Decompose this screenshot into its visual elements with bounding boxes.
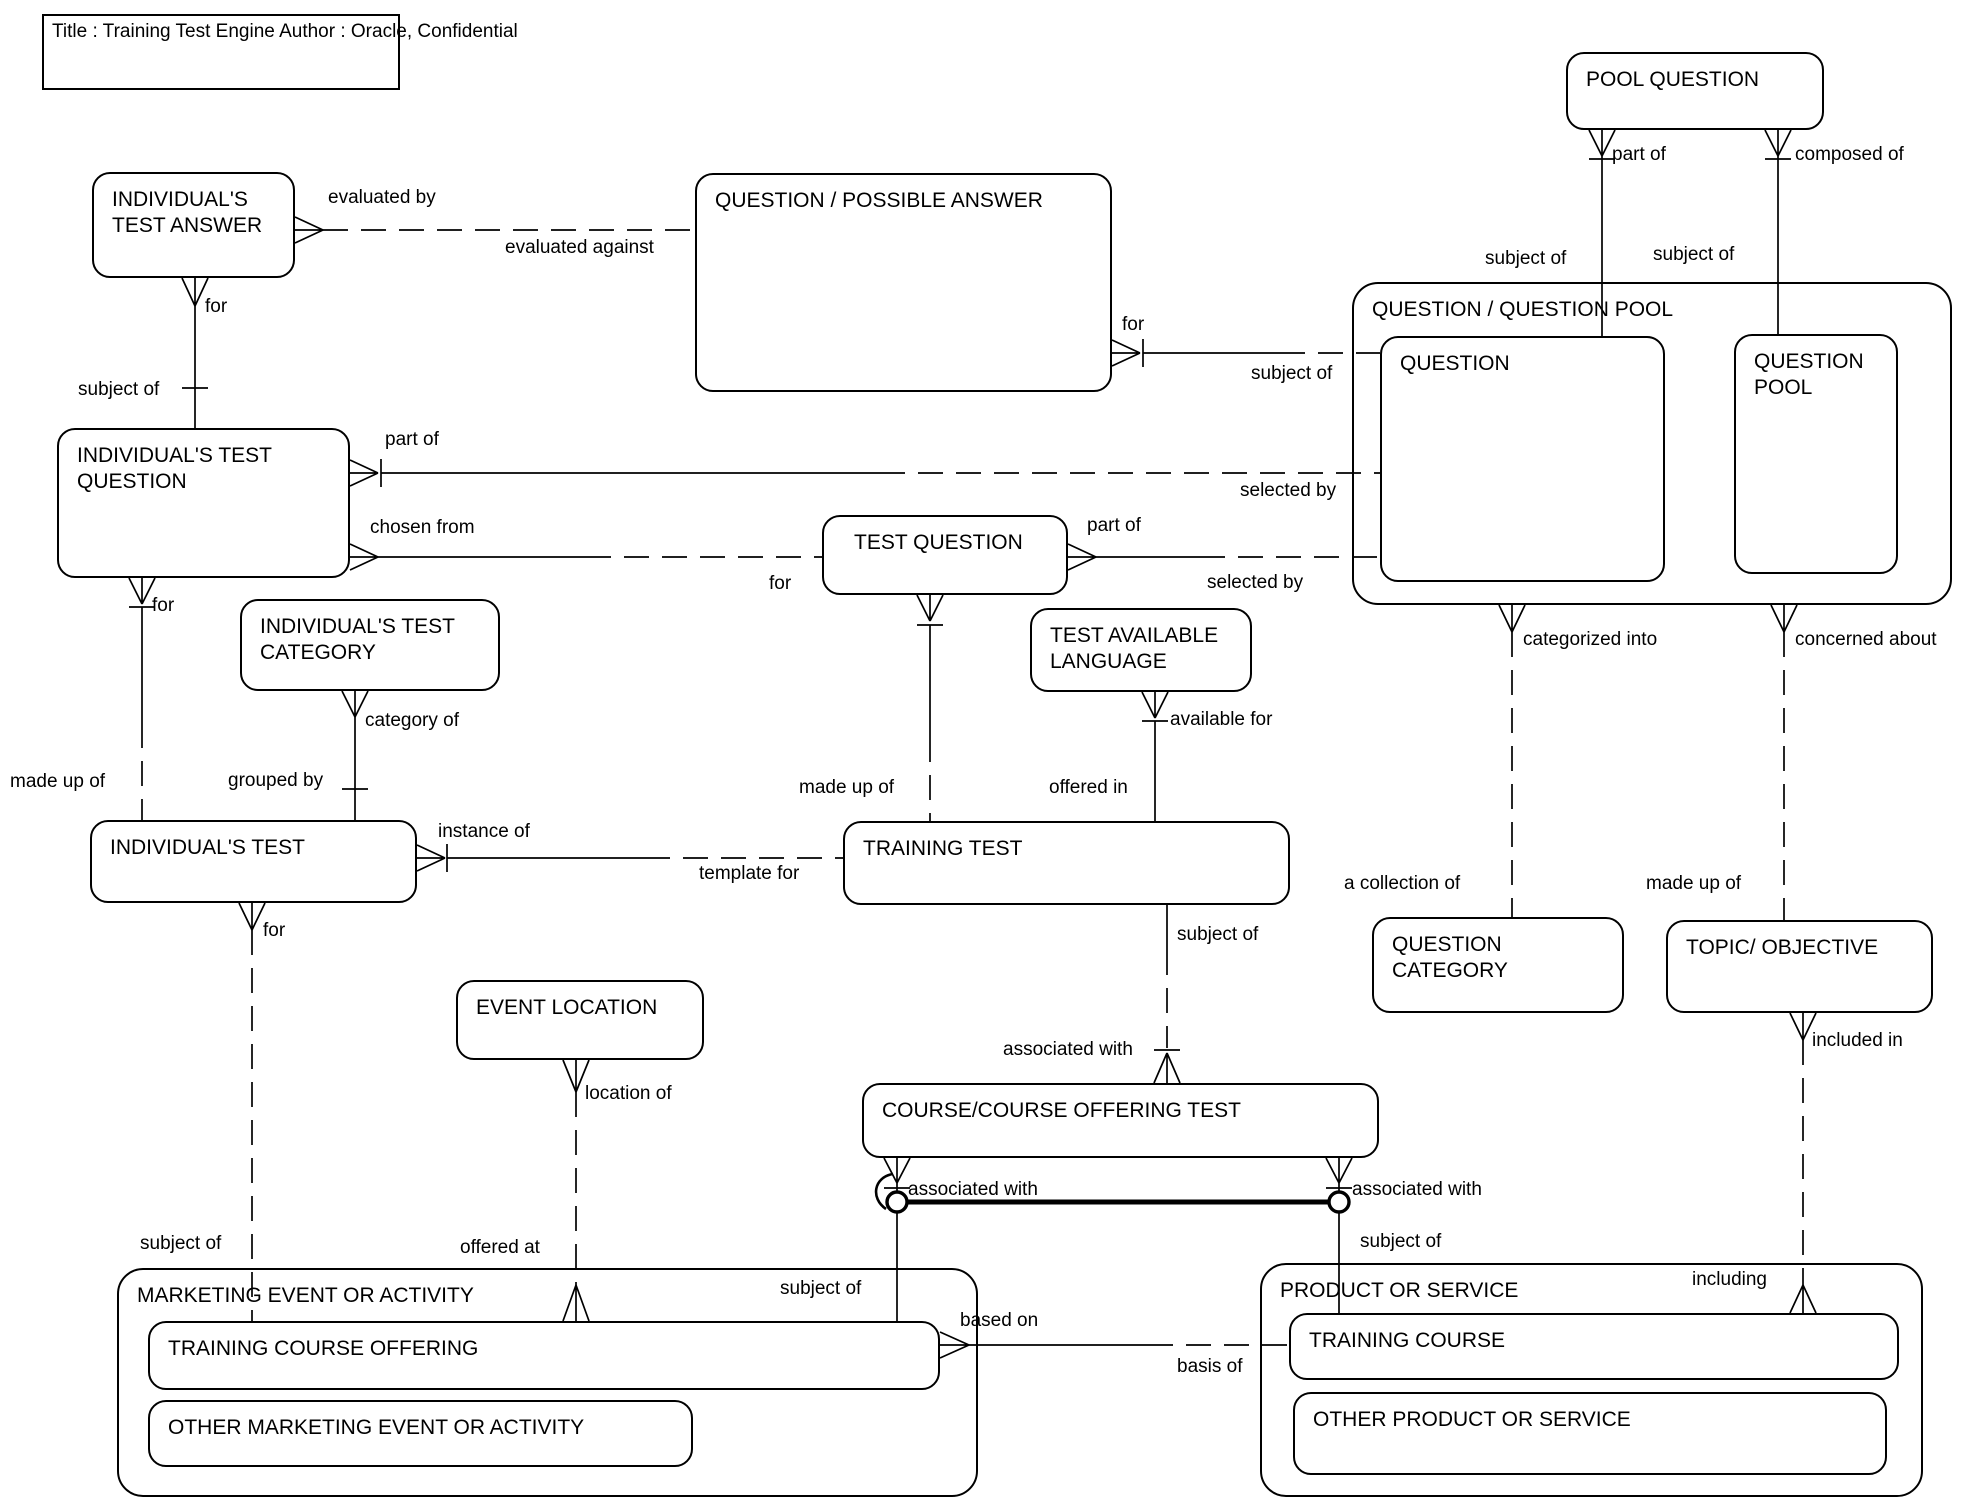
entity-label: INDIVIDUAL'S [112, 188, 248, 211]
entity-label: QUESTION [1754, 350, 1864, 373]
connector-label-associated-with-top: associated with [1003, 1039, 1133, 1060]
connector-label-evaluated-by: evaluated by [328, 187, 436, 208]
connector-label-instance-of: instance of [438, 821, 530, 842]
connector-label-grouped-by: grouped by [228, 770, 324, 791]
entity-label: OTHER PRODUCT OR SERVICE [1313, 1408, 1631, 1431]
entity-label: QUESTION / QUESTION POOL [1372, 298, 1674, 321]
rel-based-on [940, 1332, 1289, 1358]
entity-label: EVENT LOCATION [476, 996, 658, 1019]
connector-label-part-of-2: part of [1087, 515, 1141, 536]
connector-label-offered-at: offered at [460, 1237, 540, 1258]
connector-label-pq-part-of: part of [1612, 144, 1666, 165]
entity-label: TRAINING COURSE [1309, 1329, 1506, 1352]
entity-label: INDIVIDUAL'S TEST [260, 615, 455, 638]
connector-label-made-up-of-right: made up of [1646, 873, 1742, 894]
entity-label: OTHER MARKETING EVENT OR ACTIVITY [168, 1416, 585, 1439]
connector-label-basis-of: basis of [1177, 1356, 1243, 1377]
entity-label: INDIVIDUAL'S TEST [77, 444, 272, 467]
connector-label-categorized-into: categorized into [1523, 629, 1658, 650]
connector-label-included-in: included in [1812, 1030, 1903, 1051]
rel-categorized-into [1499, 605, 1525, 917]
connector-label-selected-by-2: selected by [1207, 572, 1304, 593]
connector-label-available-for: available for [1170, 709, 1273, 730]
rel-part-of-1 [350, 459, 1380, 487]
rel-it-for [239, 903, 265, 1321]
connector-label-a-collection-of: a collection of [1344, 873, 1461, 894]
rel-ccot-right [1326, 1158, 1352, 1313]
entity-label: QUESTION [1392, 933, 1502, 956]
connector-label-part-of-1: part of [385, 429, 439, 450]
connector-label-including: including [1692, 1269, 1767, 1290]
connector-label-tt-subject-of: subject of [1177, 924, 1259, 945]
entity-label: INDIVIDUAL'S TEST [110, 836, 305, 859]
connector-label-pq-composed-of: composed of [1795, 144, 1904, 165]
connector-label-offered-in: offered in [1049, 777, 1128, 798]
connector-label-ccot-subject-of-left: subject of [780, 1278, 862, 1299]
entity-label: QUESTION / POSSIBLE ANSWER [715, 189, 1043, 212]
entity-label: QUESTION [77, 470, 187, 493]
entity-label: MARKETING EVENT OR ACTIVITY [137, 1284, 474, 1307]
connector-label-associated-with-right: associated with [1352, 1179, 1482, 1200]
entity-label: LANGUAGE [1050, 650, 1167, 673]
entity-label: QUESTION [1400, 352, 1510, 375]
entity-label: POOL QUESTION [1586, 68, 1760, 91]
entity-label: PRODUCT OR SERVICE [1280, 1279, 1519, 1302]
connector-label-made-up-of-left: made up of [10, 771, 106, 792]
entity-label: TRAINING COURSE OFFERING [168, 1337, 479, 1360]
entity-label: TRAINING TEST [863, 837, 1023, 860]
connector-label-pq-subject-of-1: subject of [1485, 248, 1567, 269]
connector-label-it-for: for [263, 920, 286, 941]
rel-pq-composed-of [1765, 130, 1791, 334]
connector-label-selected-by-1: selected by [1240, 480, 1337, 501]
connector-label-it-subject-of: subject of [140, 1233, 222, 1254]
rel-qpa-for [1112, 339, 1380, 367]
connector-label-tt-made-up-of: made up of [799, 777, 895, 798]
connector-label-itq-for: for [152, 595, 175, 616]
connector-label-chosen-from: chosen from [370, 517, 475, 538]
rel-ccot-left [884, 1158, 910, 1321]
entity-label: TOPIC/ OBJECTIVE [1686, 936, 1879, 959]
connector-label-ita-for: for [205, 296, 228, 317]
rel-included-in [1790, 1013, 1816, 1313]
connector-label-template-for: template for [699, 863, 800, 884]
rel-tq-for [917, 595, 943, 821]
entity-label: TEST QUESTION [854, 531, 1023, 554]
connector-label-evaluated-against: evaluated against [505, 237, 654, 258]
connector-label-based-on: based on [960, 1310, 1039, 1331]
connector-label-pq-subject-of-2: subject of [1653, 244, 1735, 265]
connector-label-qpa-subject-of: subject of [1251, 363, 1333, 384]
entity-label: CATEGORY [1392, 959, 1508, 982]
entity-label: CATEGORY [260, 641, 376, 664]
connector-label-associated-with-left: associated with [908, 1179, 1038, 1200]
connector-label-ita-subject-of: subject of [78, 379, 160, 400]
connector-label-concerned-about: concerned about [1795, 629, 1937, 650]
connector-label-ccot-subject-of-right: subject of [1360, 1231, 1442, 1252]
connector-label-location-of: location of [585, 1083, 672, 1104]
entity-label: COURSE/COURSE OFFERING TEST [882, 1099, 1241, 1122]
connector-label-tq-for-left: for [769, 573, 792, 594]
rel-part-of-2 [1068, 544, 1380, 570]
entity-label: TEST ANSWER [112, 214, 263, 237]
rel-available-for [1142, 692, 1168, 821]
entity-label: POOL [1754, 376, 1813, 399]
diagram-author: Author : Oracle, Confidential [279, 21, 518, 42]
rel-chosen-from [350, 544, 822, 570]
entity-label: TEST AVAILABLE [1050, 624, 1219, 647]
rel-concerned-about [1771, 605, 1797, 920]
connector-label-category-of: category of [365, 710, 459, 731]
connector-label-qpa-for: for [1122, 314, 1145, 335]
diagram-title: Title : Training Test Engine [52, 21, 275, 42]
